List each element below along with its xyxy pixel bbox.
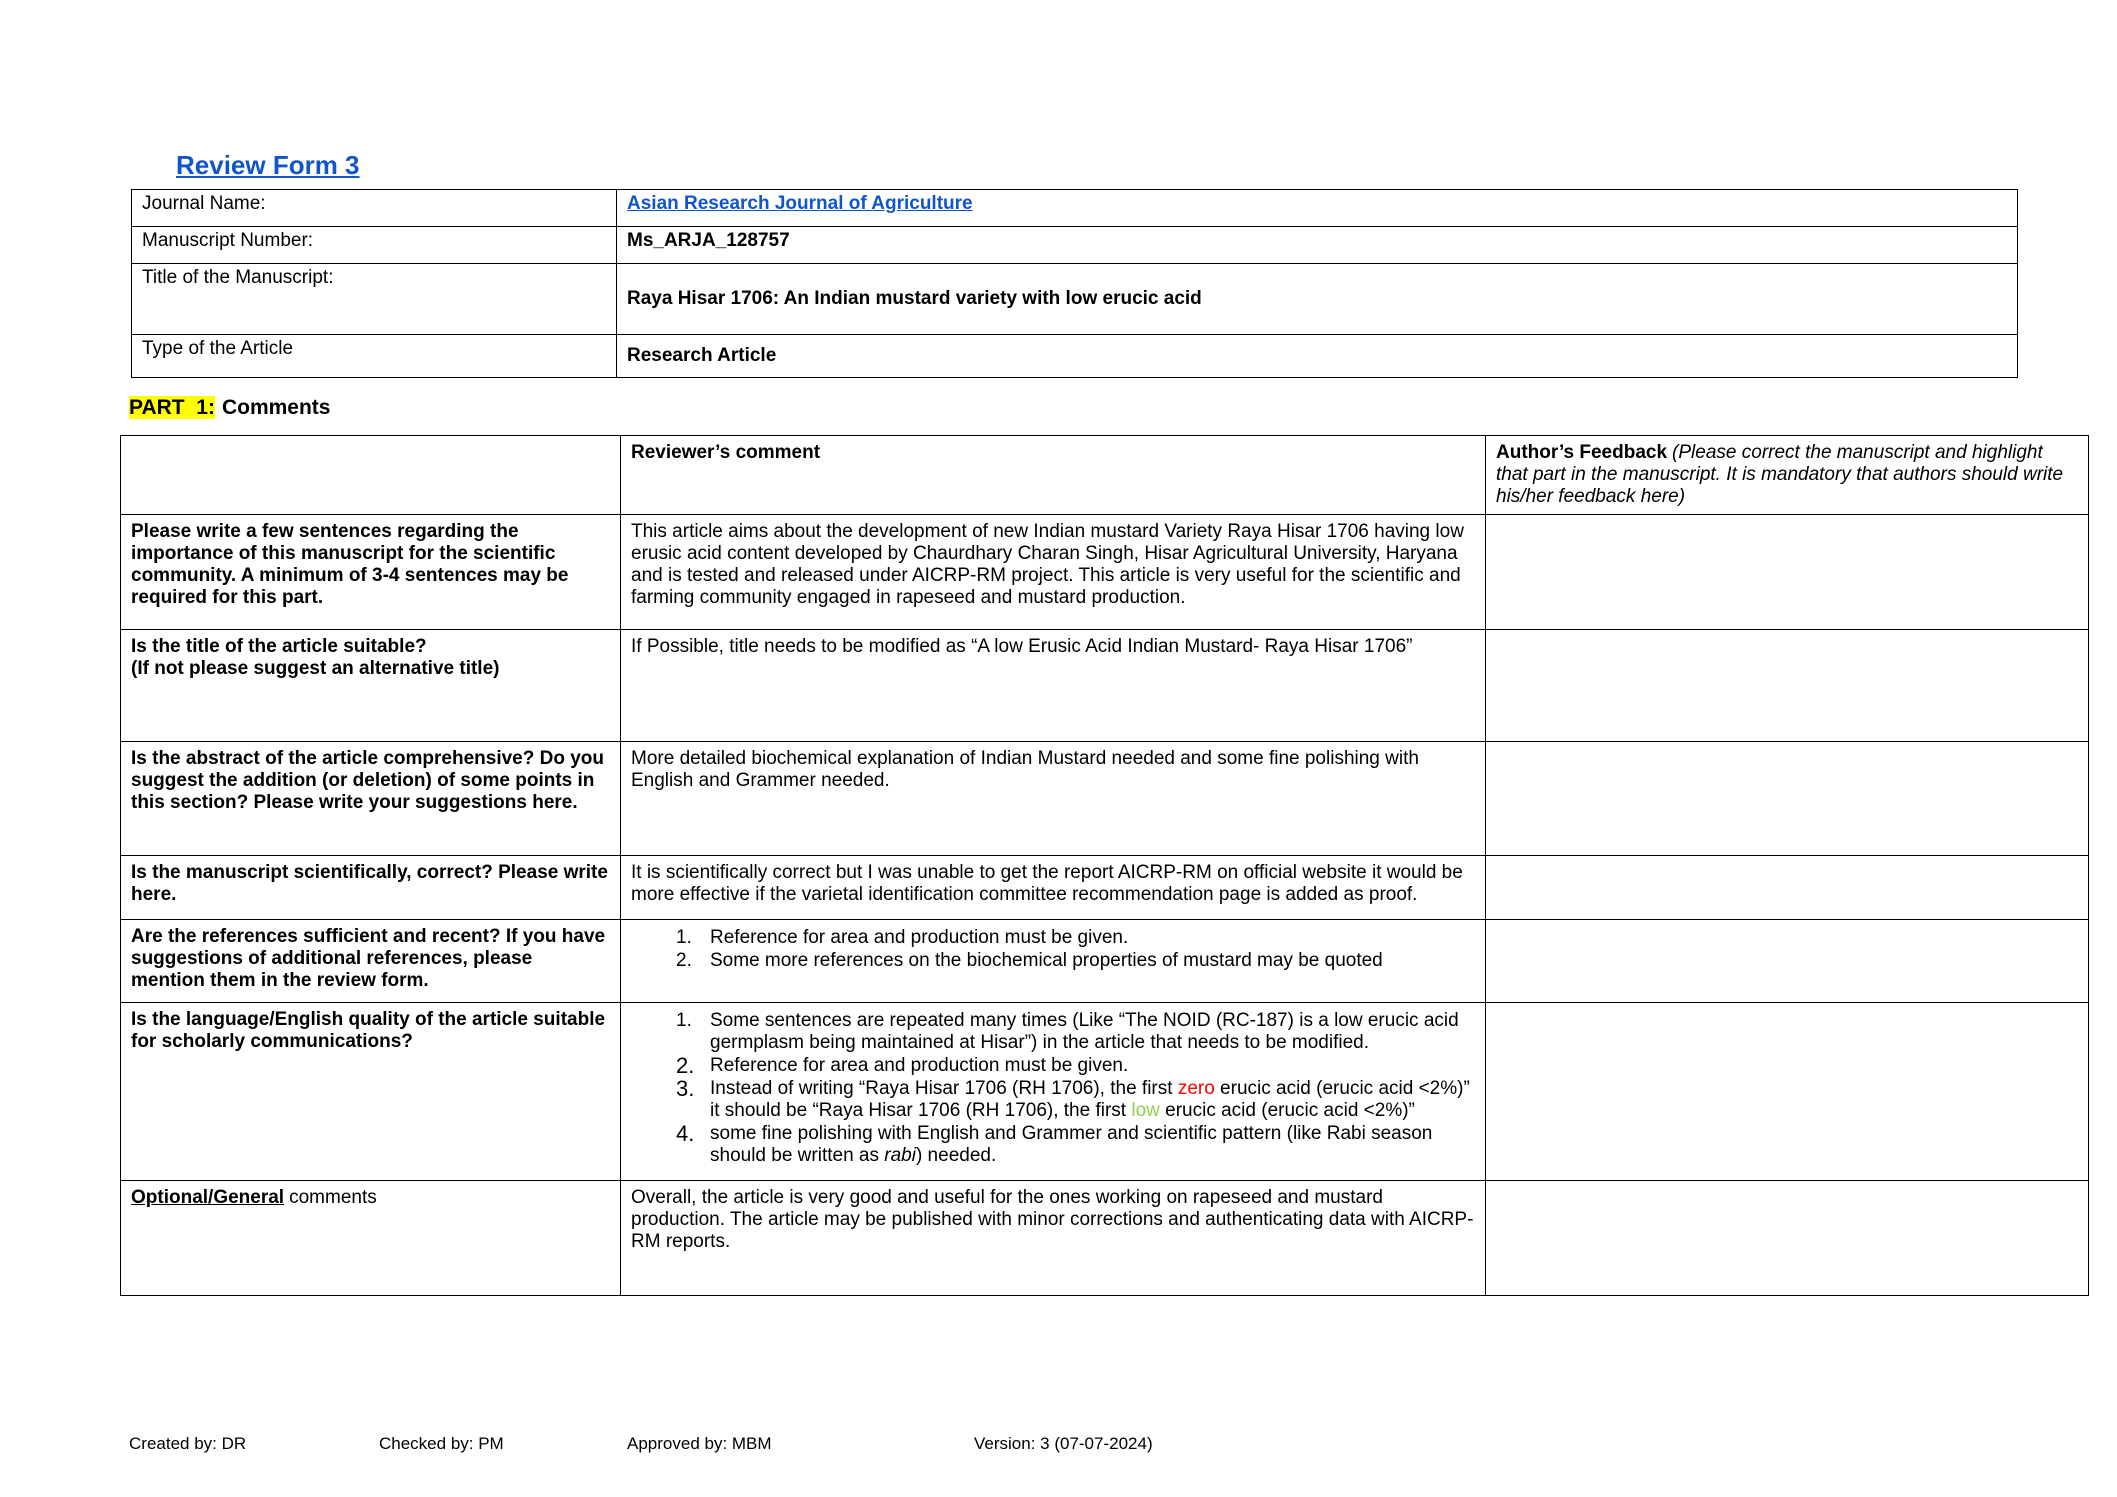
text-segment: some fine polishing with English and Grammer and scientific pattern (like Rabi season should be written as [710,1123,1433,1166]
manuscript-meta-table [131,189,2018,378]
author-feedback-header [1486,436,2089,515]
question-language: Is the language/English quality of the article suitable for scholarly communications? [121,1003,621,1181]
language-list [631,1010,1475,1167]
manuscript-title-row [132,264,2018,335]
reviewer-comment-importance: This article aims about the development of new Indian mustard Variety Raya Hisar 1706 having low erusic acid content developed by Chaurdhary Charan Singh, Hisar Agricultural University, Haryana and is tested and released under AICRP-RM project. This article is very useful for the scientific and farming community engaged in rapeseed and mustard production. [621,515,1486,630]
text-segment: erucic acid (erucic acid <2%)” [1159,1100,1415,1121]
list-item [676,1123,1475,1167]
text-segment: ) needed. [915,1145,997,1166]
comments-row-optional [121,1181,2089,1296]
comments-row-abstract [121,742,2089,856]
question-references: Are the references sufficient and recent? If you have suggestions of additional references, please mention them in the review form. [121,920,621,1003]
comments-row-language [121,1003,2089,1181]
reviewer-comment-references [621,920,1486,1003]
list-item [676,927,1475,949]
author-feedback-header-note: (Please correct the manuscript and highlight that part in the manuscript. It is mandatory that authors should write his/her feedback here) [1496,442,2064,507]
manuscript-number-value: Ms_ARJA_128757 [617,227,2018,264]
list-item-text: Some more references on the biochemical properties of mustard may be quoted [710,950,1383,971]
author-feedback-cell-optional[interactable] [1486,1181,2089,1296]
reviewer-comment-optional: Overall, the article is very good and useful for the ones working on rapeseed and mustard production. The article may be published with minor corrections and authenticating data with AICRP-RM reports. [621,1181,1486,1296]
list-item [676,950,1475,972]
author-feedback-cell-importance[interactable] [1486,515,2089,630]
text-segment: Instead of writing “Raya Hisar 1706 (RH 1706), the first [710,1078,1178,1099]
author-feedback-cell-title[interactable] [1486,630,2089,742]
journal-name-row [132,190,2018,227]
question-optional-bold: Optional/General [131,1187,285,1208]
question-abstract: Is the abstract of the article comprehensive? Do you suggest the addition (or deletion) of some points in this section? Please write your suggestions here. [121,742,621,856]
manuscript-title-value: Raya Hisar 1706: An Indian mustard variety with low erucic acid [617,264,2018,335]
comments-row-scientific [121,856,2089,920]
comments-row-importance [121,515,2089,630]
list-item-text [710,1123,1475,1167]
footer-approved-by: Approved by: MBM [627,1434,772,1453]
review-form-title-link[interactable]: Review Form 3 [176,150,360,180]
corner-header-cell [121,436,621,515]
author-feedback-header-bold: Author’s Feedback [1496,442,1668,463]
list-item [676,1078,1475,1122]
question-optional [121,1181,621,1296]
author-feedback-cell-scientific[interactable] [1486,856,2089,920]
part1-badge: PART 1: [129,396,215,419]
reviewer-comment-abstract: More detailed biochemical explanation of Indian Mustard needed and some fine polishing with English and Grammer needed. [621,742,1486,856]
comments-table [120,435,2089,1296]
article-type-row [132,335,2018,378]
footer-version: Version: 3 (07-07-2024) [974,1434,1153,1453]
reviewer-comment-header: Reviewer’s comment [621,436,1486,515]
references-list [631,927,1475,972]
article-type-value: Research Article [617,335,2018,378]
list-item-number: 3. [676,1076,695,1101]
manuscript-number-label: Manuscript Number: [132,227,617,264]
author-feedback-cell-abstract[interactable] [1486,742,2089,856]
question-optional-rest: comments [289,1187,377,1208]
list-item-number: 1. [676,1010,692,1031]
list-item [676,1010,1475,1054]
reviewer-comment-title: If Possible, title needs to be modified as “A low Erusic Acid Indian Mustard- Raya Hisar 1706” [621,630,1486,742]
comments-row-title [121,630,2089,742]
journal-name-label: Journal Name: [132,190,617,227]
author-feedback-cell-language[interactable] [1486,1003,2089,1181]
manuscript-number-row [132,227,2018,264]
journal-name-link[interactable]: Asian Research Journal of Agriculture [627,193,973,214]
green-word: low [1131,1100,1160,1121]
article-type-label: Type of the Article [132,335,617,378]
question-importance: Please write a few sentences regarding the importance of this manuscript for the scientific community. A minimum of 3-4 sentences may be required for this part. [121,515,621,630]
question-scientific: Is the manuscript scientifically, correct? Please write here. [121,856,621,920]
list-item-text: Reference for area and production must be given. [710,1055,1129,1076]
comments-row-references [121,920,2089,1003]
list-item-number: 4. [676,1121,695,1146]
manuscript-title-label: Title of the Manuscript: [132,264,617,335]
reviewer-comment-language [621,1003,1486,1181]
list-item-number: 1. [676,927,692,948]
list-item [676,1055,1475,1077]
comments-header-row [121,436,2089,515]
reviewer-comment-scientific: It is scientifically correct but I was unable to get the report AICRP-RM on official website it would be more effective if the varietal identification committee recommendation page is added as proof. [621,856,1486,920]
author-feedback-cell-references[interactable] [1486,920,2089,1003]
list-item-number: 2. [676,1053,695,1078]
text-segment: erucic acid (erucic acid <2%)” it should be “Raya Hisar 1706 (RH 1706), the first [710,1078,1470,1121]
part1-label: Comments [221,396,331,419]
red-word: zero [1177,1078,1215,1099]
journal-name-cell [617,190,2018,227]
footer-checked-by: Checked by: PM [379,1434,504,1453]
list-item-number: 2. [676,950,692,971]
question-title-line2: (If not please suggest an alternative title) [131,658,500,679]
list-item-text: Reference for area and production must be given. [710,927,1129,948]
question-title-line1: Is the title of the article suitable? [131,636,427,657]
footer-created-by: Created by: DR [129,1434,247,1453]
list-item-text: Some sentences are repeated many times (Like “The NOID (RC-187) is a low erucic acid germplasm being maintained at Hisar”) in the article that needs to be modified. [710,1010,1459,1053]
part1-heading [129,396,330,420]
italic-word: rabi [884,1145,916,1166]
question-title-suitable [121,630,621,742]
list-item-text [710,1078,1475,1122]
